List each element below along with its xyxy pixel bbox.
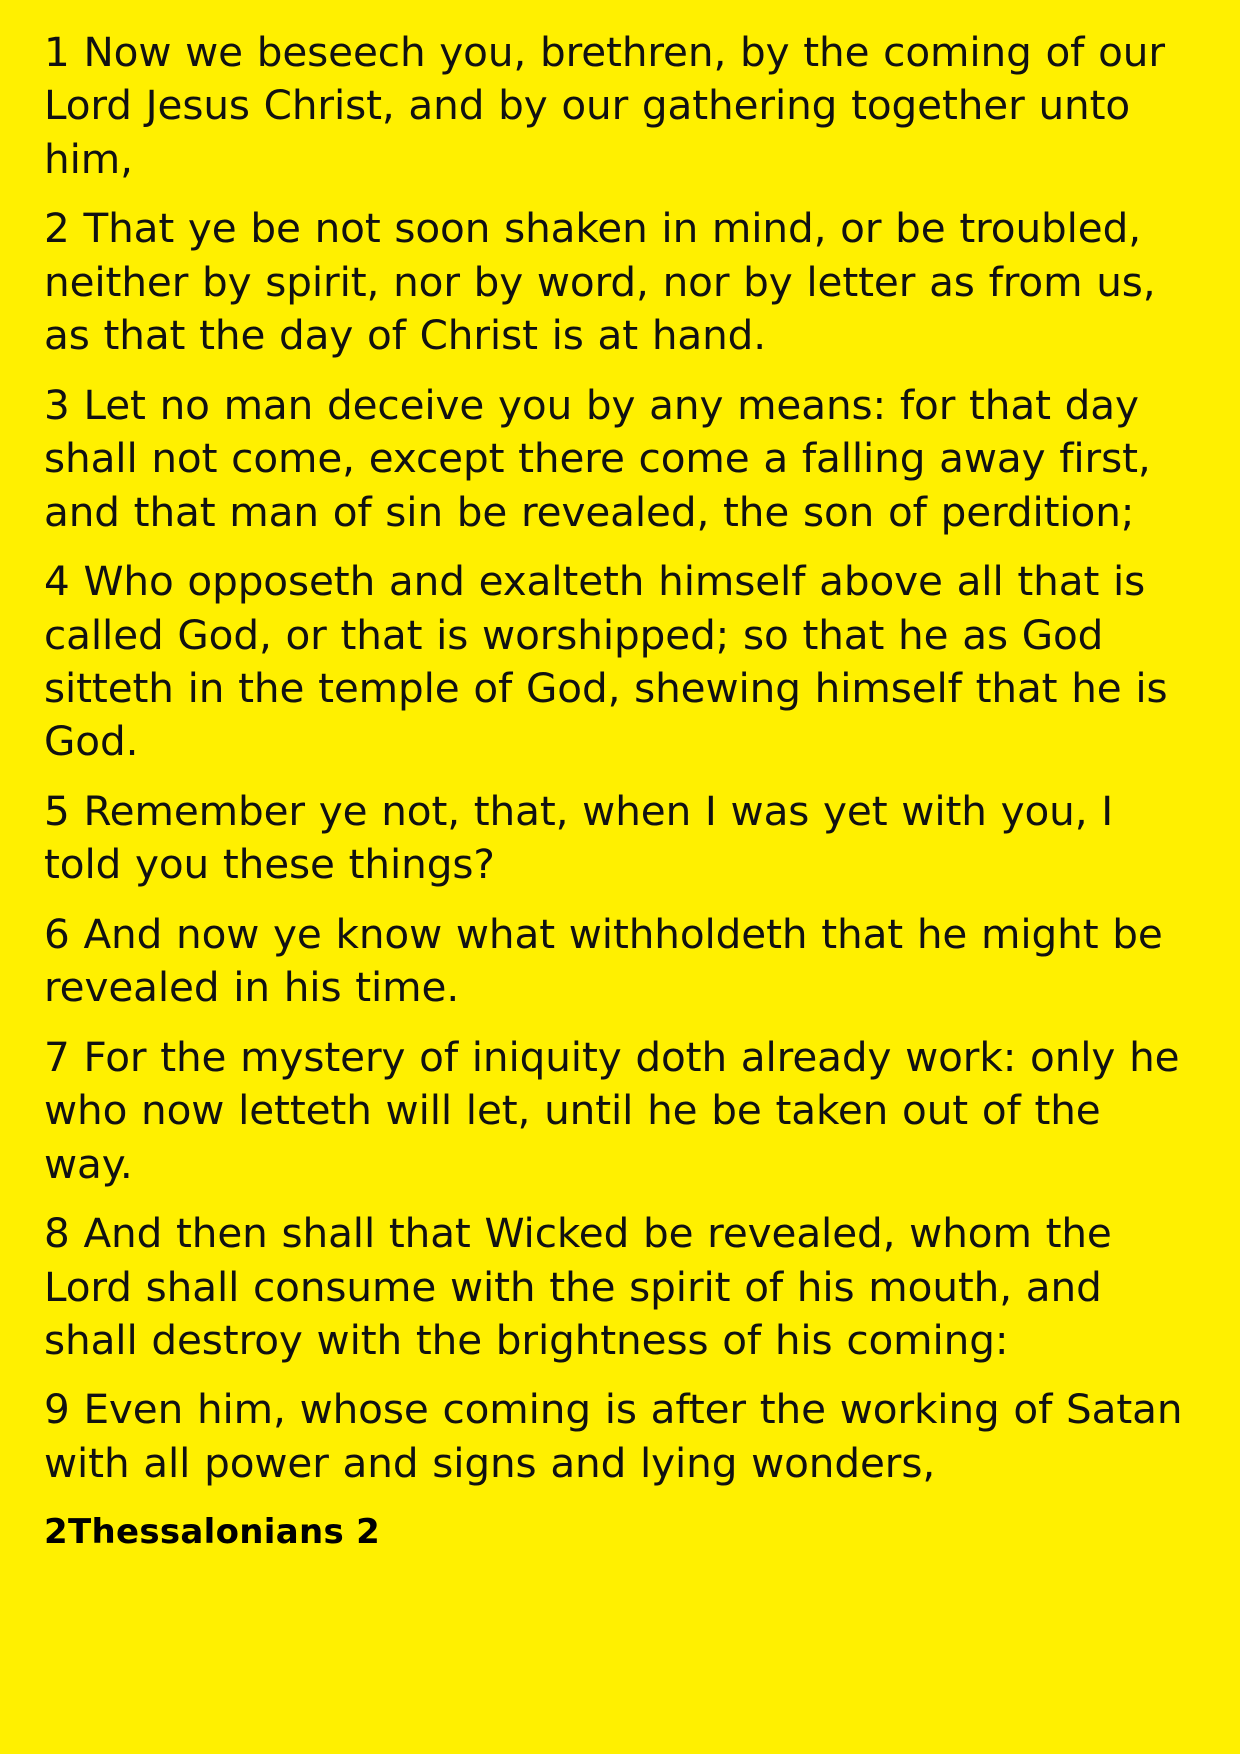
verse-paragraph: 9 Even him, whose coming is after the working of Satan with all power and signs and lying wonders, (44, 1385, 1183, 1487)
verse-list (44, 26, 1196, 1506)
verse-paragraph: 6 And now ye know what withholdeth that he might be revealed in his time. (44, 909, 1163, 1012)
verse-paragraph: 4 Who opposeth and exalteth himself above all that is called God, or that is worshipped; so that he as God sitteth in the temple of God, shewing himself that he is God. (44, 557, 1168, 766)
verse-paragraph: 7 For the mystery of iniquity doth already work: only he who now letteth will let, until he be taken out of the way. (44, 1032, 1180, 1188)
chapter-reference: 2Thessalonians 2 (44, 1512, 381, 1553)
verse-paragraph: 5 Remember ye not, that, when I was yet with you, I told you these things? (44, 786, 1114, 889)
verse-paragraph: 8 And then shall that Wicked be revealed, whom the Lord shall consume with the spirit of his mouth, and shall destroy with the brightness of his coming: (44, 1209, 1112, 1364)
verse-paragraph: 3 Let no man deceive you by any means: for that day shall not come, except there come a falling away first, and that man of sin be revealed, the son of perdition; (44, 380, 1151, 536)
verse-paragraph: 2 That ye be not soon shaken in mind, or be troubled, neither by spirit, nor by word, nor by letter as from us, as that the day of Christ is at hand. (44, 204, 1156, 360)
page-footer (44, 1512, 1196, 1552)
verse-paragraph: 1 Now we beseech you, brethren, by the coming of our Lord Jesus Christ, and by our gathering together unto him, (44, 28, 1165, 183)
